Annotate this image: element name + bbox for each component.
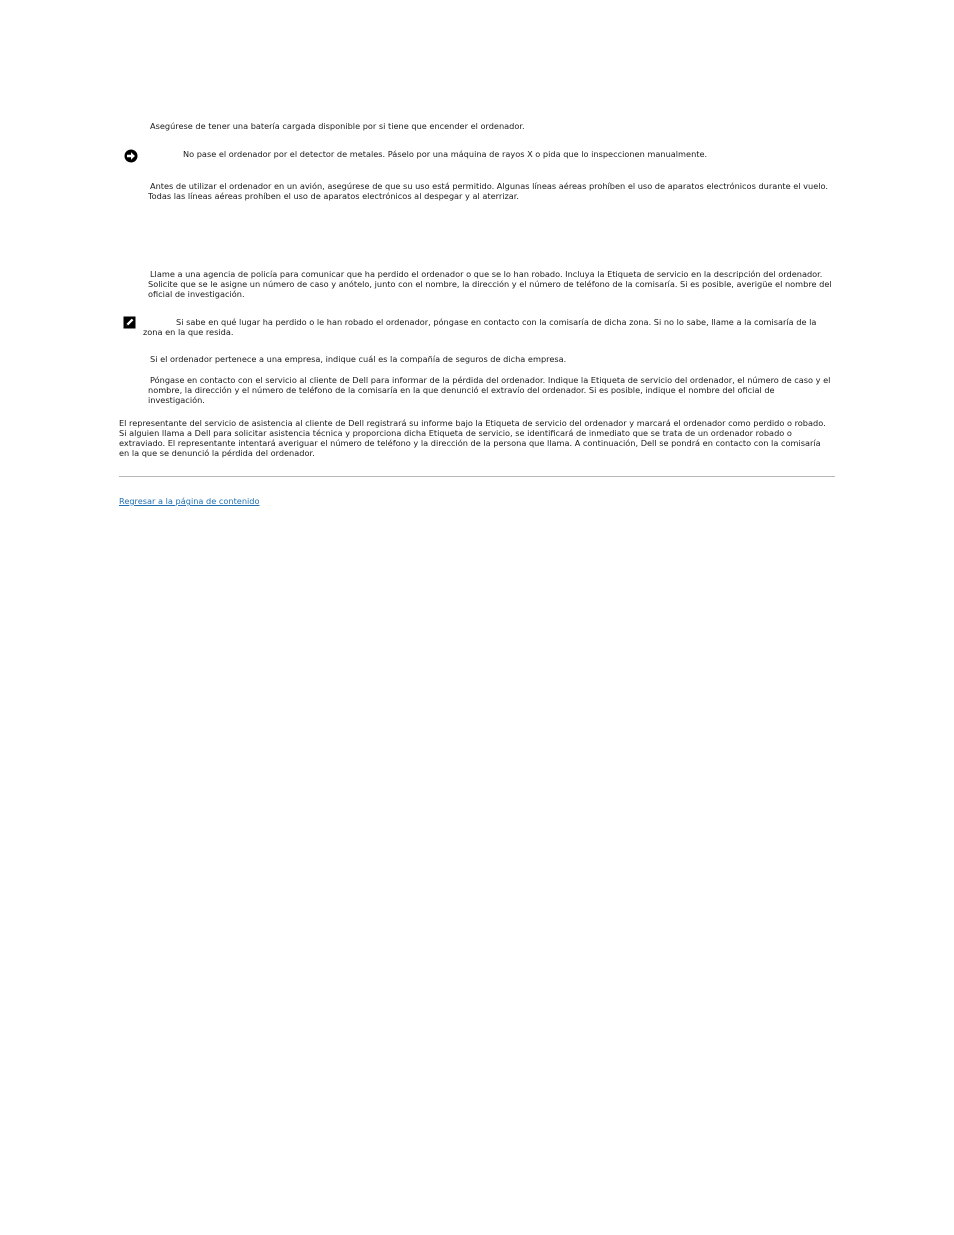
back-to-contents-link[interactable]: Regresar a la página de contenido bbox=[119, 496, 260, 506]
police-paragraph: Llame a una agencia de policía para comunicar que ha perdido el ordenador o que se lo han robado. Incluya la Etiqueta de servicio en la descripción del ordenador. Solicite que se le asigne un número de caso y anótelo, junto con el nombre, la dirección y el número de teléfono de la comisaría. Si es posible, averigüe el nombre del oficial de investigación. bbox=[148, 269, 832, 299]
dell-contact-paragraph: Póngase en contacto con el servicio al cliente de Dell para informar de la pérdida del ordenador. Indique la Etiqueta de servicio del ordenador, el número de caso y el nombre, la dirección y el número de teléfono de la comisaría en la que denunció el extravío del ordenador. Si es posible, indique el nombre del oficial de investigación. bbox=[148, 375, 831, 405]
metal-detector-notice: No pase el ordenador por el detector de metales. Páselo por una máquina de rayos X o pida que lo inspeccionen manualmente. bbox=[183, 149, 708, 159]
battery-paragraph: Asegúrese de tener una batería cargada disponible por si tiene que encender el ordenador. bbox=[150, 121, 525, 131]
insurance-paragraph: Si el ordenador pertenece a una empresa, indique cuál es la compañía de seguros de dicha empresa. bbox=[150, 354, 567, 364]
notice-arrow-icon bbox=[124, 149, 138, 163]
location-note: Si sabe en qué lugar ha perdido o le han robado el ordenador, póngase en contacto con la comisaría de dicha zona. Si no lo sabe, llame a la comisaría de la zona en la que resida. bbox=[143, 317, 817, 337]
divider bbox=[119, 476, 835, 477]
representative-paragraph: El representante del servicio de asistencia al cliente de Dell registrará su informe bajo la Etiqueta de servicio del ordenador y marcará el ordenador como perdido o robado. Si alguien llama a Dell para solicitar asistencia técnica y proporciona dicha Etiqueta de servicio, se identificará de inmediato que se trata de un ordenador robado o extraviado. El representante intentará averiguar el número de teléfono y la dirección de la persona que llama. A continuación, Dell se pondrá en contacto con la comisaría en la que se denunció la pérdida del ordenador. bbox=[119, 418, 826, 458]
airplane-paragraph: Antes de utilizar el ordenador en un avión, asegúrese de que su uso está permitido. Algunas líneas aéreas prohíben el uso de aparatos electrónicos durante el vuelo. Todas las líneas aéreas prohíben el uso de aparatos electrónicos al despegar y al aterrizar. bbox=[148, 181, 828, 201]
note-pencil-icon bbox=[123, 316, 136, 329]
